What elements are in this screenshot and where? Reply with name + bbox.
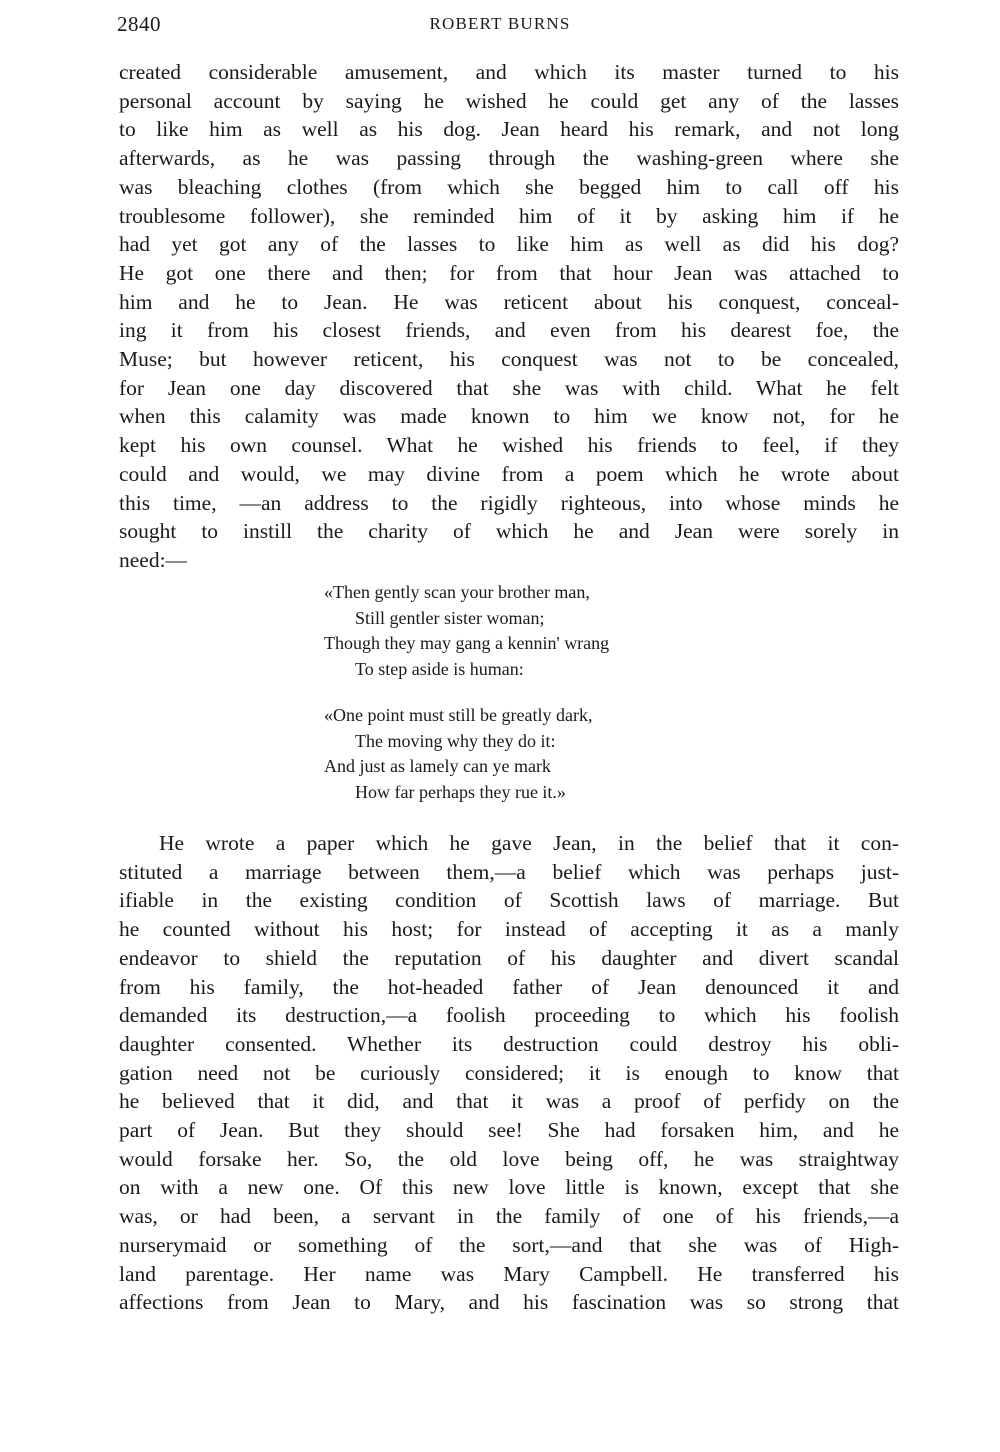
- text-line: was, or had been, a servant in the family of one of his friends,—a: [119, 1204, 899, 1229]
- verse-line: «Then gently scan your brother man,: [324, 582, 590, 602]
- text-line: affections from Jean to Mary, and his fascination was so strong that: [119, 1290, 899, 1315]
- text-line: nurserymaid or something of the sort,—and that she was of High-: [119, 1232, 899, 1257]
- text-line: from his family, the hot-headed father of Jean denounced it and: [119, 974, 899, 999]
- text-line: daughter consented. Whether its destruction could destroy his obli-: [119, 1031, 899, 1056]
- verse-line: Still gentler sister woman;: [355, 607, 545, 628]
- text-line: him and he to Jean. He was reticent about his conquest, conceal-: [119, 289, 899, 314]
- text-line: demanded its destruction,—a foolish proceeding to which his foolish: [119, 1003, 899, 1028]
- text-line: need:—: [119, 547, 188, 572]
- verse-line: How far perhaps they rue it.»: [355, 781, 566, 802]
- running-title: ROBERT BURNS: [429, 14, 571, 33]
- verse-line: To step aside is human:: [355, 658, 524, 679]
- text-line: was bleaching clothes (from which she begged him to call off his: [119, 174, 899, 199]
- page-number: 2840: [117, 12, 161, 36]
- text-line: Muse; but however reticent, his conquest was not to be concealed,: [119, 347, 899, 372]
- paragraph-1: [119, 58, 899, 575]
- text-line: afterwards, as he was passing through the washing-green where she: [119, 146, 899, 171]
- verse-line: «One point must still be greatly dark,: [324, 705, 593, 725]
- text-line: on with a new one. Of this new love little is known, except that she: [119, 1175, 899, 1200]
- poem-stanza-1: [324, 580, 609, 682]
- text-line: stituted a marriage between them,—a belief which was perhaps just-: [119, 859, 899, 884]
- verse-line: Though they may gang a kennin' wrang: [324, 633, 610, 653]
- text-line: ifiable in the existing condition of Scottish laws of marriage. But: [119, 888, 899, 913]
- text-line: would forsake her. So, the old love being off, he was straightway: [119, 1146, 899, 1171]
- text-line: endeavor to shield the reputation of his daughter and divert scandal: [119, 945, 899, 970]
- text-line: ing it from his closest friends, and even from his dearest foe, the: [119, 318, 899, 343]
- text-line: land parentage. Her name was Mary Campbell. He transferred his: [119, 1261, 899, 1286]
- text-line: for Jean one day discovered that she was with child. What he felt: [119, 375, 899, 400]
- text-line: he believed that it did, and that it was a proof of perfidy on the: [119, 1089, 899, 1114]
- text-line: sought to instill the charity of which he and Jean were sorely in: [119, 519, 899, 544]
- text-line: had yet got any of the lasses to like him as well as did his dog?: [119, 232, 899, 257]
- verse-line: And just as lamely can ye mark: [324, 756, 551, 776]
- text-line: to like him as well as his dog. Jean heard his remark, and not long: [119, 117, 899, 142]
- text-line: he counted without his host; for instead of accepting it as a manly: [119, 917, 899, 942]
- text-line: troublesome follower), she reminded him of it by asking him if he: [119, 203, 899, 228]
- text-line: He wrote a paper which he gave Jean, in the belief that it con-: [159, 831, 899, 855]
- poem-stanza-2: [324, 703, 592, 805]
- text-line: when this calamity was made known to him we know not, for he: [119, 404, 899, 429]
- text-line: kept his own counsel. What he wished his friends to feel, if they: [119, 433, 899, 458]
- text-line: part of Jean. But they should see! She had forsaken him, and he: [119, 1118, 899, 1143]
- text-line: created considerable amusement, and which its master turned to his: [119, 60, 899, 84]
- text-line: gation need not be curiously considered; it is enough to know that: [119, 1060, 899, 1085]
- text-line: He got one there and then; for from that hour Jean was attached to: [119, 260, 899, 285]
- paragraph-2: [119, 829, 899, 1317]
- text-line: this time, —an address to the rigidly righteous, into whose minds he: [119, 490, 899, 515]
- text-line: could and would, we may divine from a poem which he wrote about: [119, 461, 899, 486]
- verse-line: The moving why they do it:: [355, 730, 556, 751]
- text-line: personal account by saying he wished he could get any of the lasses: [119, 88, 899, 113]
